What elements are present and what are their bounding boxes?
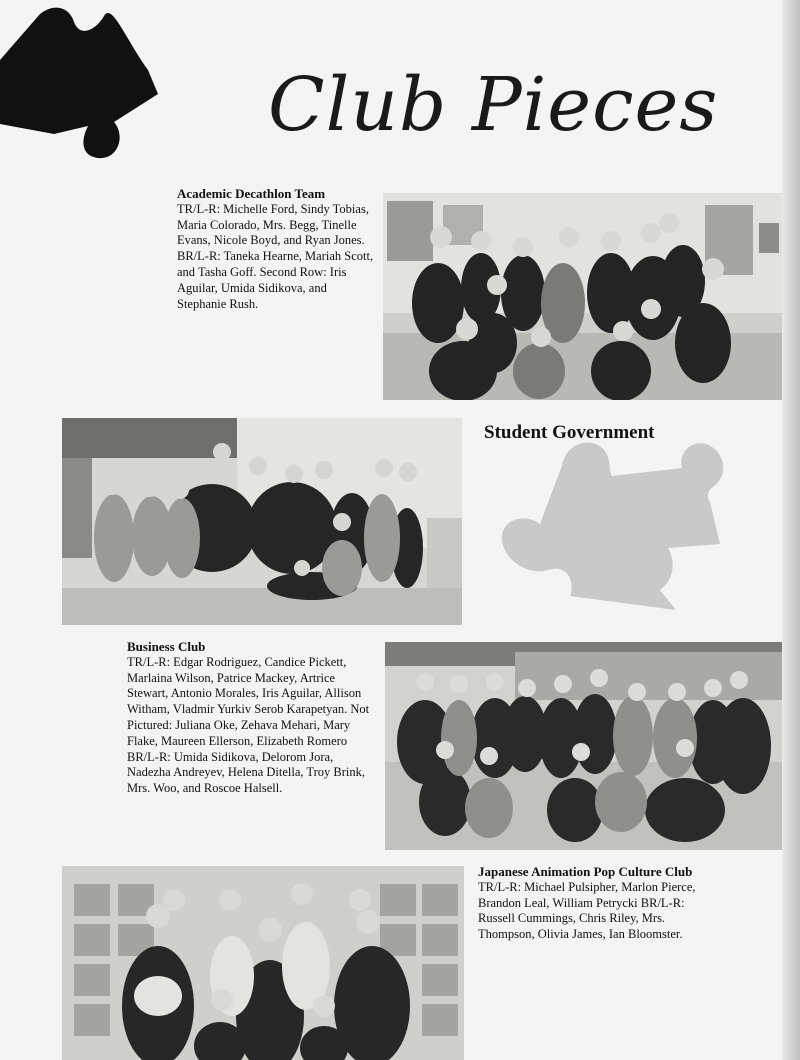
business-club-names: TR/L-R: Edgar Rodriguez, Candice Pickett, Marlaina Wilson, Patrice Mackey, Artrice Stewart, Antonio Morales, Iris Aguilar, Allison Witham, Vladmir Yurkiv Serob Karapetyan. Not Pictured: Juliana Oke, Zehava Mehari, Mary Flake, Maureen Ellerson, Elizabeth Romero BR/L-R: Umida Sidikova, Delorom Jora, Nadezha Andreyev, Helena Ditella, Troy Brink, Mrs. Woo, and Roscoe Halsell. [127, 654, 370, 796]
business-club-photo [385, 642, 782, 850]
academic-decathlon-photo [383, 193, 782, 400]
business-club-heading: Business Club [127, 639, 206, 654]
japanese-animation-names: TR/L-R: Michael Pulsipher, Marlon Pierce, Brandon Leal, William Petrycki BR/L-R: Russell Cummings, Chris Riley, Mrs. Thompson, Olivia James, Ian Bloomster. [478, 879, 696, 942]
page-edge-shadow [782, 0, 800, 1060]
student-government-heading: Student Government [484, 422, 655, 443]
puzzle-piece-icon-gray [500, 428, 735, 610]
japanese-animation-heading: Japanese Animation Pop Culture Club [478, 864, 693, 879]
academic-decathlon-heading: Academic Decathlon Team [177, 186, 326, 201]
academic-decathlon-names: TR/L-R: Michelle Ford, Sindy Tobias, Maria Colorado, Mrs. Begg, Tinelle Evans, Nicole Boyd, and Ryan Jones. BR/L-R: Taneka Hearne, Mariah Scott, and Tasha Goff. Second Row: Iris Aguilar, Umida Sidikova, and Stephanie Rush. [177, 201, 374, 311]
student-government-photo [62, 418, 462, 625]
puzzle-piece-icon-black [0, 0, 165, 165]
page-title: Club Pieces [268, 62, 719, 148]
japanese-animation-caption [478, 864, 723, 943]
business-club-caption [127, 639, 377, 797]
academic-decathlon-caption [177, 186, 375, 312]
japanese-animation-photo [62, 866, 464, 1060]
